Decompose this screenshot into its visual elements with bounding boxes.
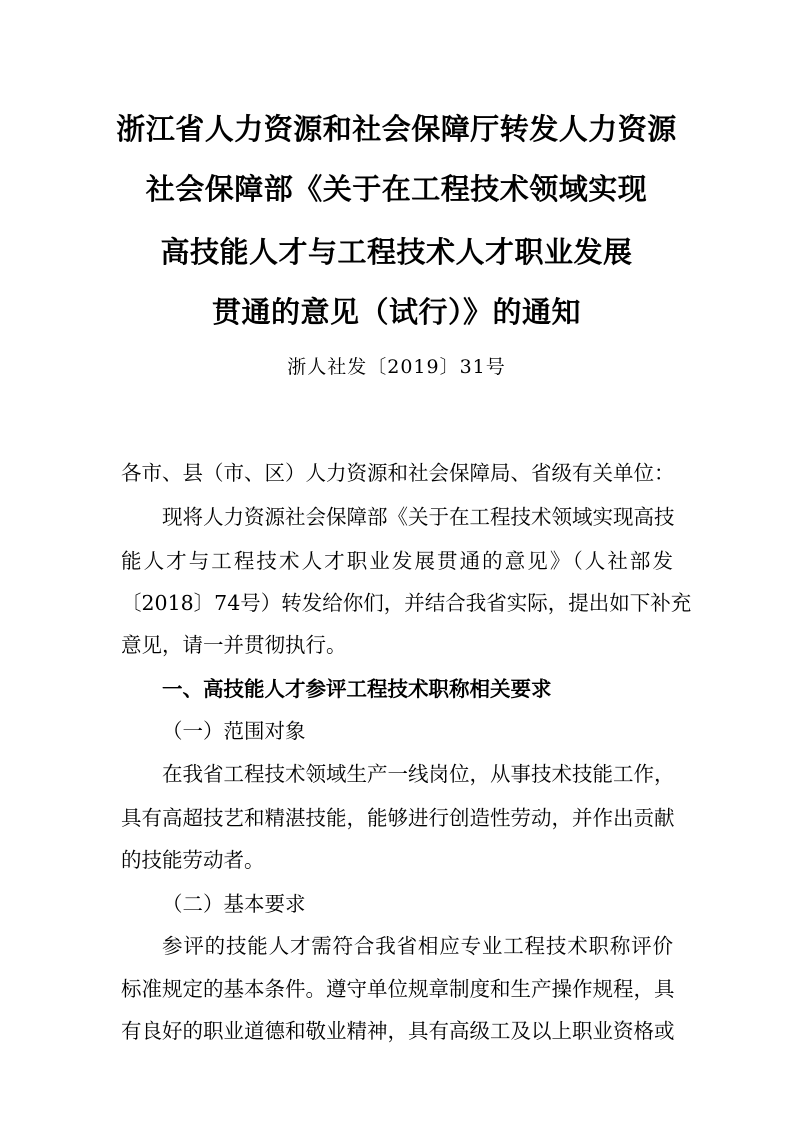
- subsection-1-heading: （一）范围对象: [162, 719, 306, 743]
- subsection-1-line-3: 的技能劳动者。: [121, 848, 265, 872]
- subsection-2-line-3: 有良好的职业道德和敬业精神，具有高级工及以上职业资格或: [121, 1019, 675, 1043]
- subsection-2-line-1: 参评的技能人才需符合我省相应专业工程技术职称评价: [162, 934, 673, 958]
- document-title-line-3: 高技能人才与工程技术人才职业发展: [160, 235, 633, 269]
- section-1-heading: 一、高技能人才参评工程技术职称相关要求: [162, 677, 552, 701]
- document-title-line-1: 浙江省人力资源和社会保障厅转发人力资源: [116, 112, 677, 146]
- intro-paragraph-line-2: 能人才与工程技术人才职业发展贯通的意见》（人社部发: [121, 549, 673, 573]
- intro-paragraph-line-1: 现将人力资源社会保障部《关于在工程技术领域实现高技: [162, 505, 675, 529]
- subsection-1-line-2: 具有高超技艺和精湛技能，能够进行创造性劳动，并作出贡献: [121, 806, 675, 830]
- intro-paragraph-line-3: 〔2018〕74号）转发给你们，并结合我省实际，提出如下补充: [121, 591, 692, 615]
- document-title-line-4: 贯通的意见（试行）》的通知: [211, 295, 581, 329]
- salutation: 各市、县（市、区）人力资源和社会保障局、省级有关单位：: [121, 461, 675, 485]
- subsection-2-heading: （二）基本要求: [162, 892, 306, 916]
- document-title-line-2: 社会保障部《关于在工程技术领域实现: [145, 172, 648, 206]
- intro-paragraph-line-4: 意见，请一并贯彻执行。: [121, 633, 347, 657]
- document-number: 浙人社发〔2019〕31号: [287, 356, 506, 378]
- subsection-2-line-2: 标准规定的基本条件。遵守单位规章制度和生产操作规程，具: [121, 977, 675, 1001]
- subsection-1-line-1: 在我省工程技术领域生产一线岗位，从事技术技能工作，: [162, 762, 675, 786]
